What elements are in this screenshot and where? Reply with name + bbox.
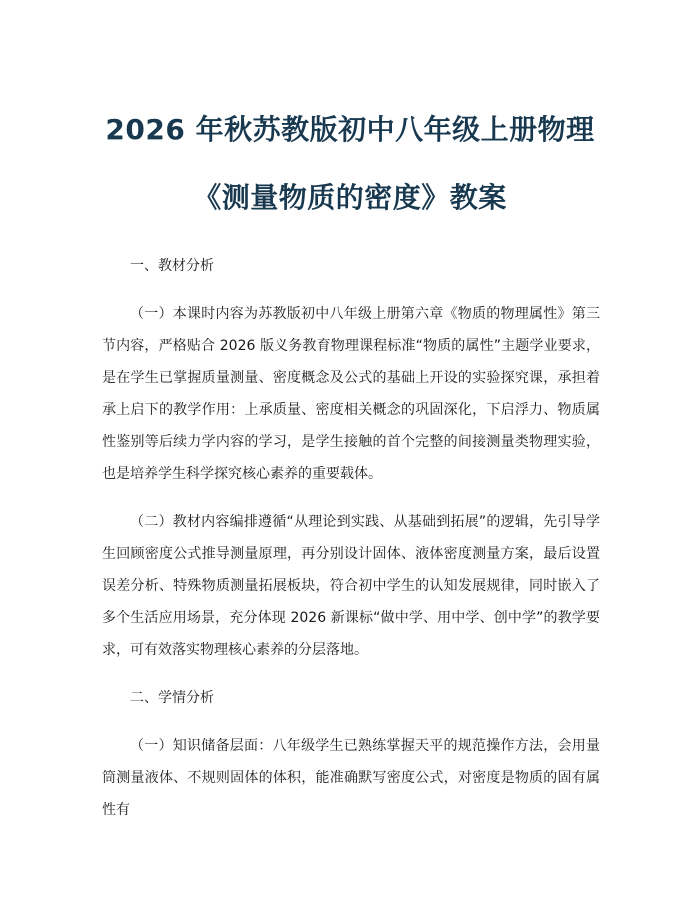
document-body xyxy=(102,250,600,842)
paragraph-textbook-analysis-1: （一）本课时内容为苏教版初中八年级上册第六章《物质的物理属性》第三节内容，严格贴合 2026 版义务教育物理课程标准“物质的属性”主题学业要求，是在学生已掌握质量测量、密度概念及公式的基础上开设的实验探究课，承担着承上启下的教学作用：上承质量、密度相关概念的巩固深化，下启浮力、物质属性鉴别等后续力学内容的学习，是学生接触的首个完整的间接测量类物理实验，也是培养学生科学探究核心素养的重要载体。 xyxy=(102,306,600,482)
document-title-line1: 2026 年秋苏教版初中八年级上册物理 xyxy=(105,113,595,146)
paragraph-student-analysis-1: （一）知识储备层面：八年级学生已熟练掌握天平的规范操作方法，会用量筒测量液体、不规则固体的体积，能准确默写密度公式，对密度是物质的固有属性有 xyxy=(102,738,600,818)
section-heading-student-analysis: 二、学情分析 xyxy=(130,690,214,706)
document-title-line2: 《测量物质的密度》教案 xyxy=(193,181,507,214)
paragraph-textbook-analysis-2: （二）教材内容编排遵循“从理论到实践、从基础到拓展”的逻辑，先引导学生回顾密度公式推导测量原理，再分别设计固体、液体密度测量方案，最后设置误差分析、特殊物质测量拓展板块，符合初中学生的认知发展规律，同时嵌入了多个生活应用场景，充分体现 2026 新课标“做中学、用中学、创中学”的教学要求，可有效落实物理核心素养的分层落地。 xyxy=(102,514,600,658)
section-heading-textbook-analysis: 一、教材分析 xyxy=(130,258,214,274)
